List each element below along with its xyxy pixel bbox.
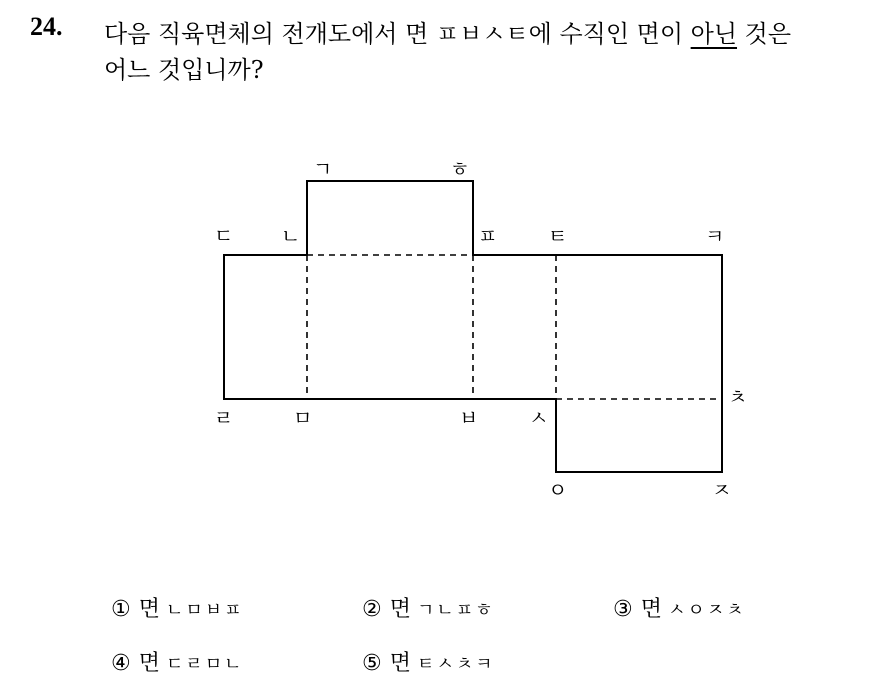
- option-word: 면: [640, 597, 662, 622]
- vertex-label-o: ㅇ: [548, 478, 568, 502]
- vertex-label-g: ㄱ: [313, 157, 333, 181]
- vertex-label-d: ㄷ: [214, 224, 234, 248]
- option-4[interactable]: [111, 646, 244, 677]
- option-word: 면: [389, 597, 411, 622]
- vertex-label-t: ㅌ: [548, 224, 568, 248]
- option-word: 면: [138, 597, 160, 622]
- option-1[interactable]: [111, 592, 244, 623]
- vertex-label-r: ㄹ: [214, 406, 234, 430]
- option-word: 면: [389, 651, 411, 676]
- vertex-label-s: ㅅ: [529, 406, 549, 430]
- vertex-label-ch: ㅊ: [728, 385, 748, 409]
- option-3[interactable]: [613, 592, 746, 623]
- option-letters: ㅅㅇㅈㅊ: [668, 600, 746, 621]
- option-letters: ㄱㄴㅍㅎ: [417, 600, 495, 621]
- question-text-line-2: 어느 것입니까?: [104, 56, 264, 84]
- option-number: ①: [111, 597, 131, 622]
- vertex-label-p: ㅍ: [478, 224, 498, 248]
- question-text-before: 다음 직육면체의 전개도에서 면 ㅍㅂㅅㅌ에 수직인 면이: [104, 20, 691, 48]
- vertex-label-h: ㅎ: [450, 157, 470, 181]
- option-number: ②: [362, 597, 382, 622]
- option-word: 면: [138, 651, 160, 676]
- option-letters: ㄴㅁㅂㅍ: [166, 600, 244, 621]
- question-text-after: 것은: [737, 20, 792, 48]
- vertex-label-k: ㅋ: [705, 224, 725, 248]
- option-number: ⑤: [362, 651, 382, 676]
- option-number: ③: [613, 597, 633, 622]
- vertex-label-j: ㅈ: [712, 478, 732, 502]
- underlined-word: 아닌: [690, 20, 738, 48]
- question-number: 24.: [30, 12, 63, 41]
- option-letters: ㄷㄹㅁㄴ: [166, 654, 244, 675]
- vertex-label-b: ㅂ: [459, 406, 479, 430]
- vertex-label-n: ㄴ: [281, 224, 301, 248]
- option-5[interactable]: [362, 646, 495, 677]
- option-number: ④: [111, 651, 131, 676]
- option-letters: ㅌㅅㅊㅋ: [417, 654, 495, 675]
- vertex-label-m: ㅁ: [293, 406, 313, 430]
- option-2[interactable]: [362, 592, 495, 623]
